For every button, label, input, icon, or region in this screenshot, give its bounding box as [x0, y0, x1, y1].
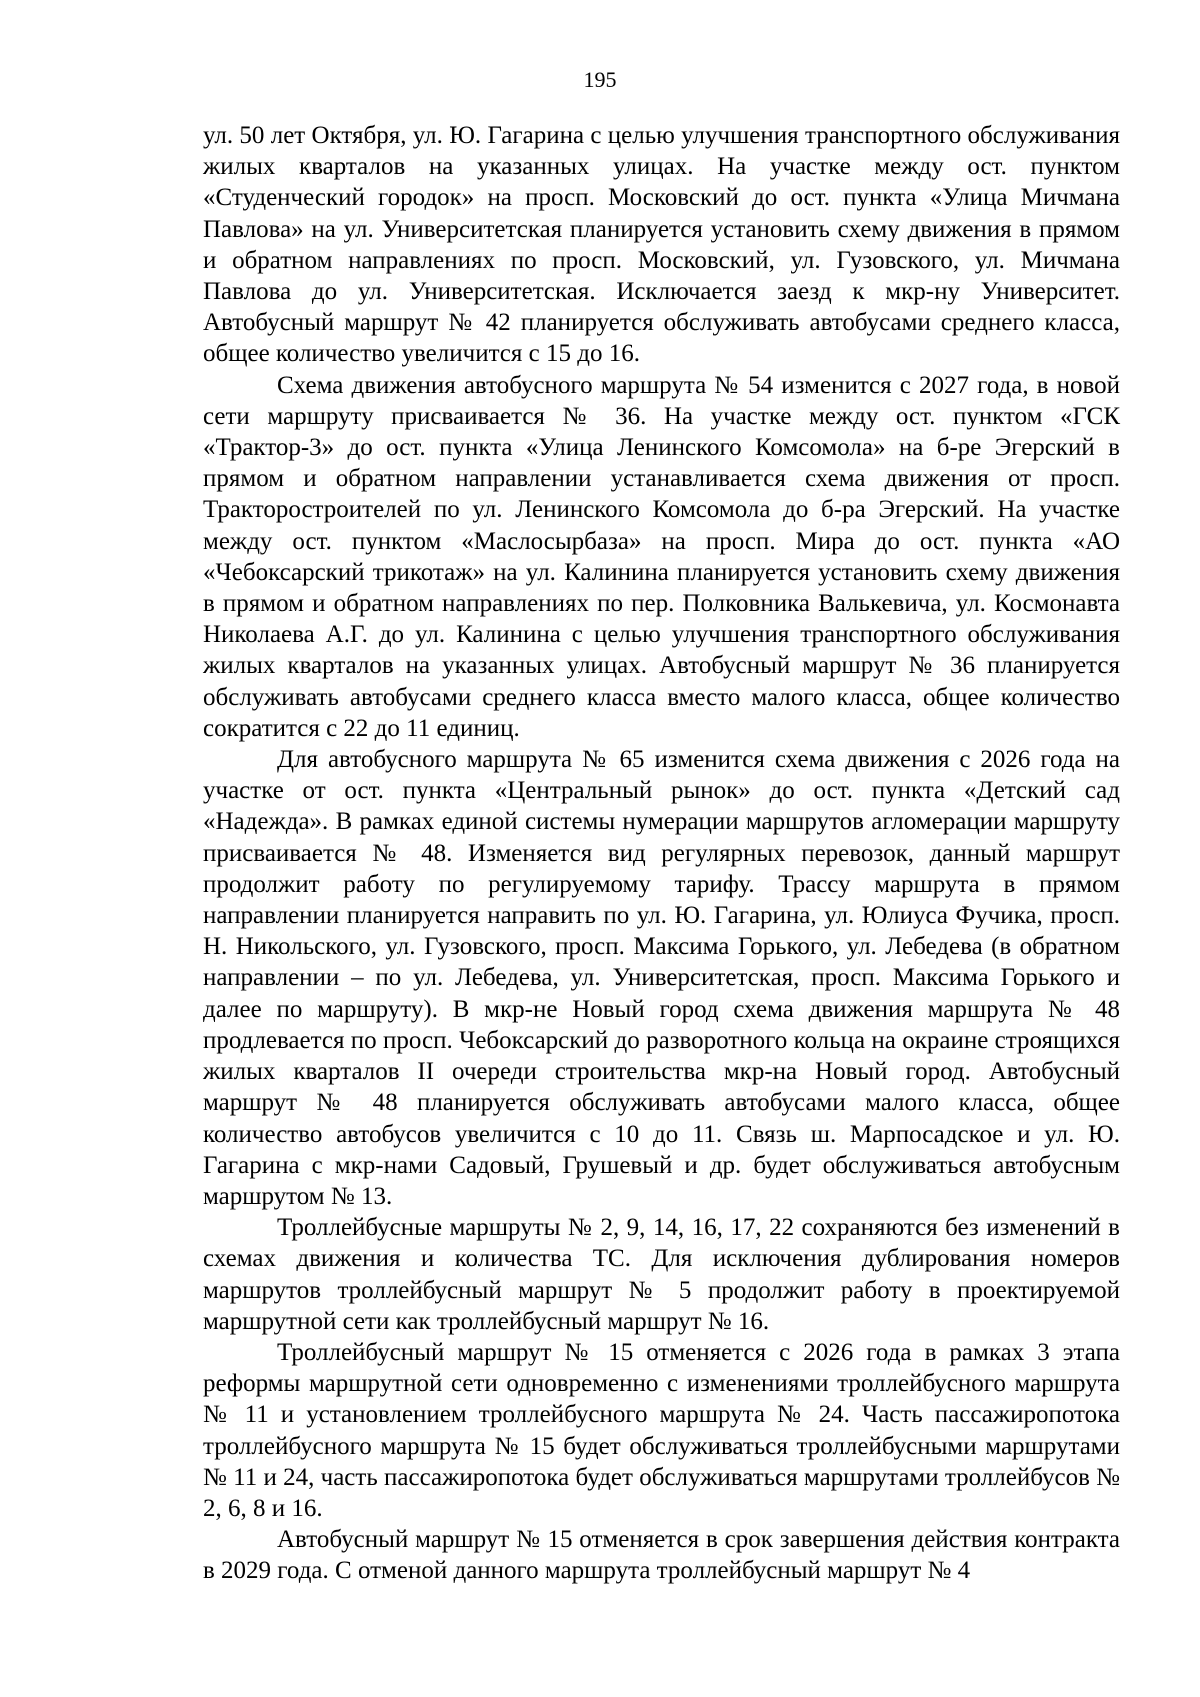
document-body — [203, 120, 1120, 1587]
paragraph-2: Схема движения автобусного маршрута № 54 изменится с 2027 года, в новой сети маршруту присваивается № 36. На участке между ост. пунктом «ГСК «Трактор-3» до ост. пункта «Улица Ленинского Комсомола» на б-ре Эгерский в прямом и обратном направлении устанавливается схема движения от просп. Тракторостроителей по ул. Ленинского Комсомола до б-ра Эгерский. На участке между ост. пунктом «Маслосырбаза» на просп. Мира до ост. пункта «АО «Чебоксарский трикотаж» на ул. Калинина планируется установить схему движения в прямом и обратном направлениях по пер. Полковника Валькевича, ул. Космонавта Николаева А.Г. до ул. Калинина с целью улучшения транспортного обслуживания жилых кварталов на указанных улицах. Автобусный маршрут № 36 планируется обслуживать автобусами среднего класса вместо малого класса, общее количество сократится с 22 до 11 единиц. — [203, 371, 1120, 742]
page-number: 195 — [583, 67, 617, 92]
paragraph-5: Троллейбусный маршрут № 15 отменяется с 2026 года в рамках 3 этапа реформы маршрутной сети одновременно с изменениями троллейбусного маршрута № 11 и установлением троллейбусного маршрута № 24. Часть пассажиропотока троллейбусного маршрута № 15 будет обслуживаться троллейбусными маршрутами № 11 и 24, часть пассажиропотока будет обслуживаться маршрутами троллейбусов № 2, 6, 8 и 16. — [203, 1338, 1120, 1522]
paragraph-4: Троллейбусные маршруты № 2, 9, 14, 16, 17, 22 сохраняются без изменений в схемах движения и количества ТС. Для исключения дублирования номеров маршрутов троллейбусный маршрут № 5 продолжит работу в проектируемой маршрутной сети как троллейбусный маршрут № 16. — [203, 1214, 1120, 1335]
paragraph-3: Для автобусного маршрута № 65 изменится схема движения с 2026 года на участке от ост. пункта «Центральный рынок» до ост. пункта «Детский сад «Надежда». В рамках единой системы нумерации маршрутов агломерации маршруту присваивается № 48. Изменяется вид регулярных перевозок, данный маршрут продолжит работу по регулируемому тарифу. Трассу маршрута в прямом направлении планируется направить по ул. Ю. Гагарина, ул. Юлиуса Фучика, просп. Н. Никольского, ул. Гузовского, просп. Максима Горького, ул. Лебедева (в обратном направлении – по ул. Лебедева, ул. Университетская, просп. Максима Горького и далее по маршруту). В мкр-не Новый город схема движения маршрута № 48 продлевается по просп. Чебоксарский до разворотного кольца на окраине строящихся жилых кварталов II очереди строительства мкр-на Новый город. Автобусный маршрут № 48 планируется обслуживать автобусами малого класса, общее количество автобусов увеличится с 10 до 11. Связь ш. Марпосадское и ул. Ю. Гагарина с мкр-нами Садовый, Грушевый и др. будет обслуживаться автобусным маршрутом № 13. — [203, 746, 1120, 1210]
paragraph-1: ул. 50 лет Октября, ул. Ю. Гагарина с целью улучшения транспортного обслуживания жилых кварталов на указанных улицах. На участке между ост. пунктом «Студенческий городок» на просп. Московский до ост. пункта «Улица Мичмана Павлова» на ул. Университетская планируется установить схему движения в прямом и обратном направлениях по просп. Московский, ул. Гузовского, ул. Мичмана Павлова до ул. Университетская. Исключается заезд к мкр-ну Университет. Автобусный маршрут № 42 планируется обслуживать автобусами среднего класса, общее количество увеличится с 15 до 16. — [203, 122, 1120, 368]
paragraph-6: Автобусный маршрут № 15 отменяется в срок завершения действия контракта в 2029 года. С отменой данного маршрута троллейбусный маршрут № 4 — [203, 1526, 1120, 1585]
